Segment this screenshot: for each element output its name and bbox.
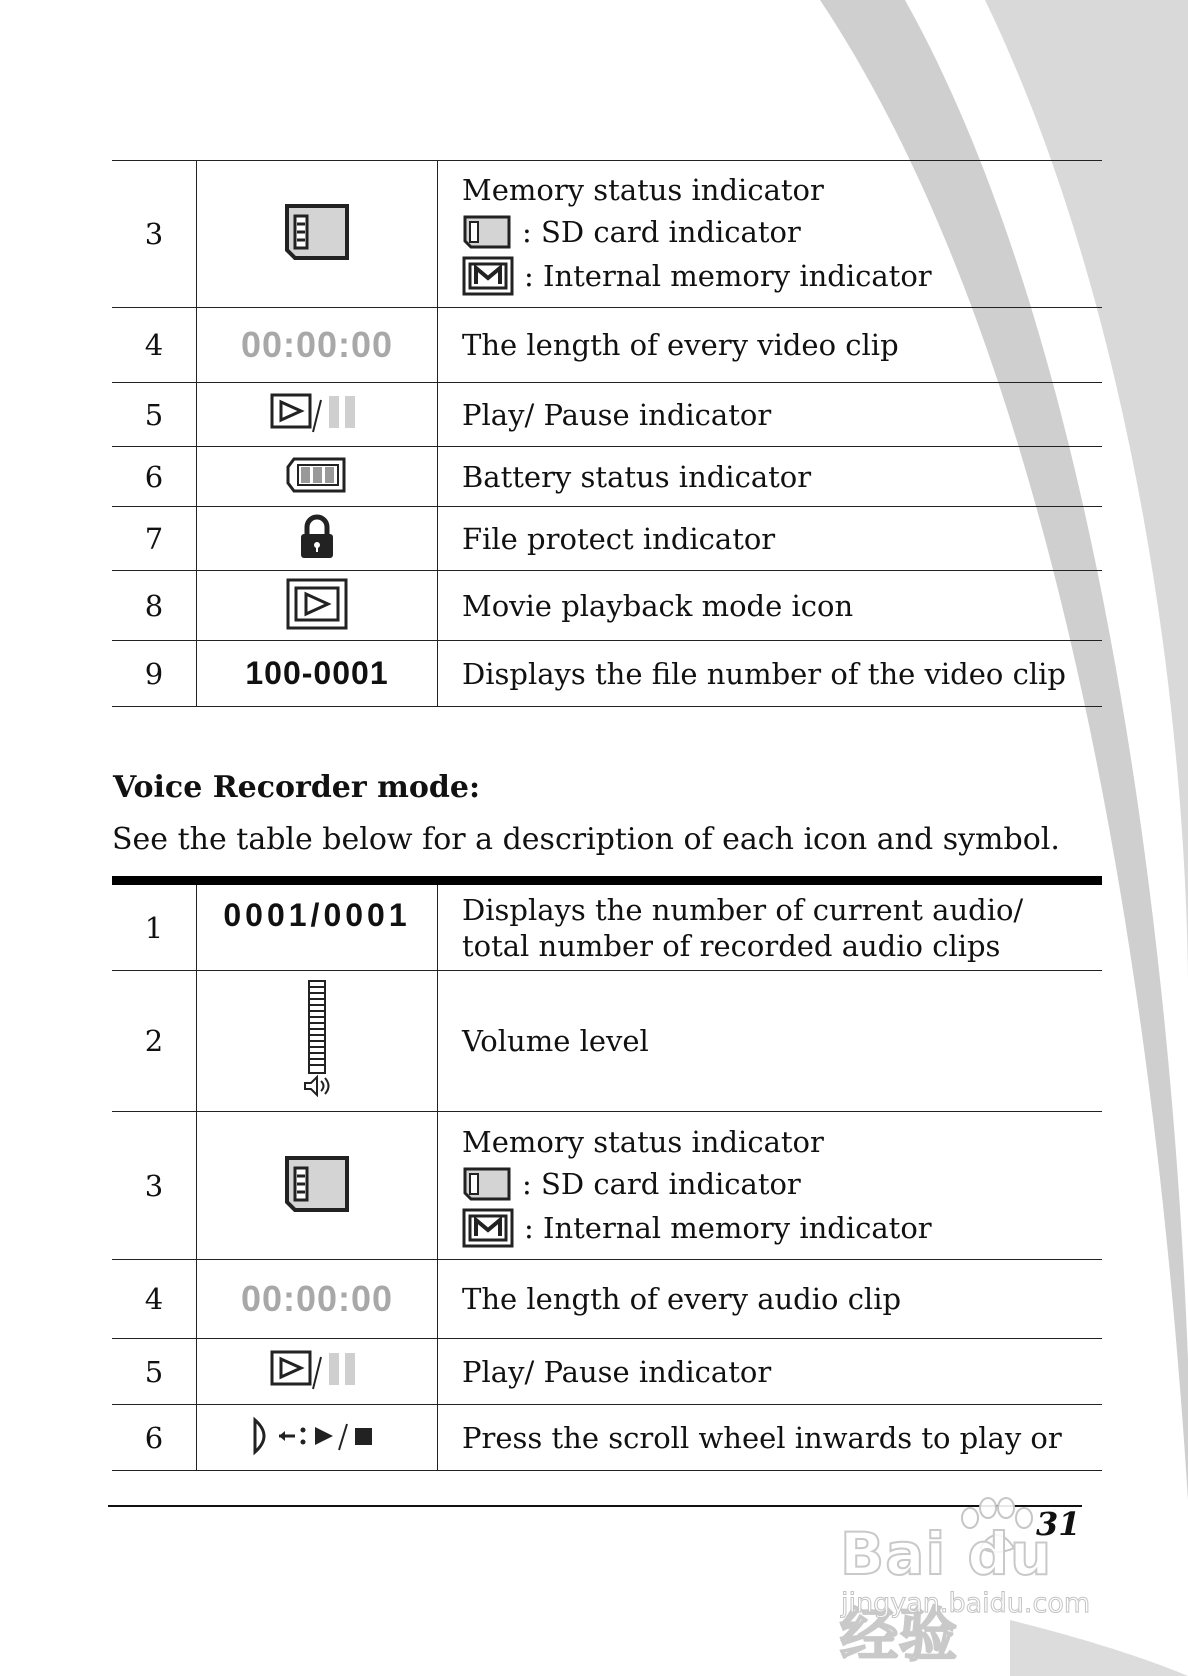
internal-memory-label: : Internal memory indicator — [524, 1210, 932, 1245]
description: Volume level — [462, 1024, 649, 1058]
row-number: 4 — [112, 1260, 197, 1339]
section-intro: See the table below for a description of each icon and symbol. — [112, 822, 1060, 857]
description: Memory status indicator — [462, 173, 824, 207]
section-heading: Voice Recorder mode: — [113, 770, 481, 805]
memory-status-icon — [281, 202, 353, 262]
sd-card-icon — [462, 1166, 512, 1202]
description: Play/ Pause indicator — [462, 1354, 772, 1389]
row-number: 9 — [112, 641, 197, 707]
internal-memory-label: : Internal memory indicator — [524, 259, 932, 293]
description: Battery status indicator — [462, 459, 812, 494]
table-row — [112, 383, 1102, 447]
internal-memory-icon — [462, 1208, 514, 1248]
table-row — [112, 971, 1102, 1112]
row-number: 1 — [112, 881, 197, 971]
description-line: total number of recorded audio clips — [462, 928, 1001, 963]
row-number: 5 — [112, 1339, 197, 1405]
row-number: 6 — [112, 447, 197, 507]
description-line: Displays the number of current audio/ — [462, 892, 1024, 927]
table-row — [112, 1339, 1102, 1405]
description: Play/ Pause indicator — [462, 397, 772, 432]
movie-playback-mode-icon — [286, 578, 348, 630]
table-row — [112, 1260, 1102, 1339]
table-row — [112, 1405, 1102, 1471]
description: The length of every video clip — [462, 328, 899, 362]
table-row — [112, 1112, 1102, 1260]
movie-icons-table — [112, 160, 1102, 707]
file-number-display: 100-0001 — [245, 655, 389, 691]
watermark-url: jingyan.baidu.com — [841, 1588, 1091, 1619]
row-number: 6 — [112, 1405, 197, 1471]
battery-icon — [284, 455, 350, 495]
timer-display: 00:00:00 — [240, 1278, 394, 1319]
description: The length of every audio clip — [462, 1282, 902, 1316]
row-number: 8 — [112, 571, 197, 641]
table-row — [112, 447, 1102, 507]
table-row — [112, 507, 1102, 571]
play-pause-icon — [269, 1349, 365, 1391]
scroll-wheel-play-stop-icon — [249, 1416, 385, 1456]
sd-card-icon — [462, 214, 512, 250]
page-number: 31 — [1036, 1505, 1081, 1543]
table-row — [112, 161, 1102, 308]
table-row — [112, 571, 1102, 641]
row-number: 3 — [112, 161, 197, 308]
timer-display: 00:00:00 — [240, 324, 394, 365]
description: Memory status indicator — [462, 1124, 824, 1159]
watermark — [840, 1500, 1120, 1669]
description: File protect indicator — [462, 521, 776, 556]
internal-memory-icon — [462, 256, 514, 296]
row-number: 2 — [112, 971, 197, 1112]
watermark-brand: Bai du 经验 — [840, 1520, 1053, 1669]
table-row — [112, 641, 1102, 707]
description: Displays the file number of the video clip — [462, 656, 1066, 691]
sd-card-label: : SD card indicator — [522, 215, 801, 249]
sd-card-label: : SD card indicator — [522, 1166, 801, 1201]
voice-icons-table — [112, 876, 1102, 1471]
description: Press the scroll wheel inwards to play or — [462, 1420, 1062, 1455]
row-number: 4 — [112, 308, 197, 383]
clip-counter-display: 0001/0001 — [223, 897, 411, 933]
row-number: 5 — [112, 383, 197, 447]
volume-level-icon — [299, 979, 335, 1099]
row-number: 3 — [112, 1112, 197, 1260]
lock-icon — [295, 514, 339, 560]
table-row — [112, 308, 1102, 383]
table-row — [112, 881, 1102, 971]
row-number: 7 — [112, 507, 197, 571]
description: Movie playback mode icon — [462, 588, 854, 623]
play-pause-icon — [269, 392, 365, 434]
memory-status-icon — [281, 1154, 353, 1214]
